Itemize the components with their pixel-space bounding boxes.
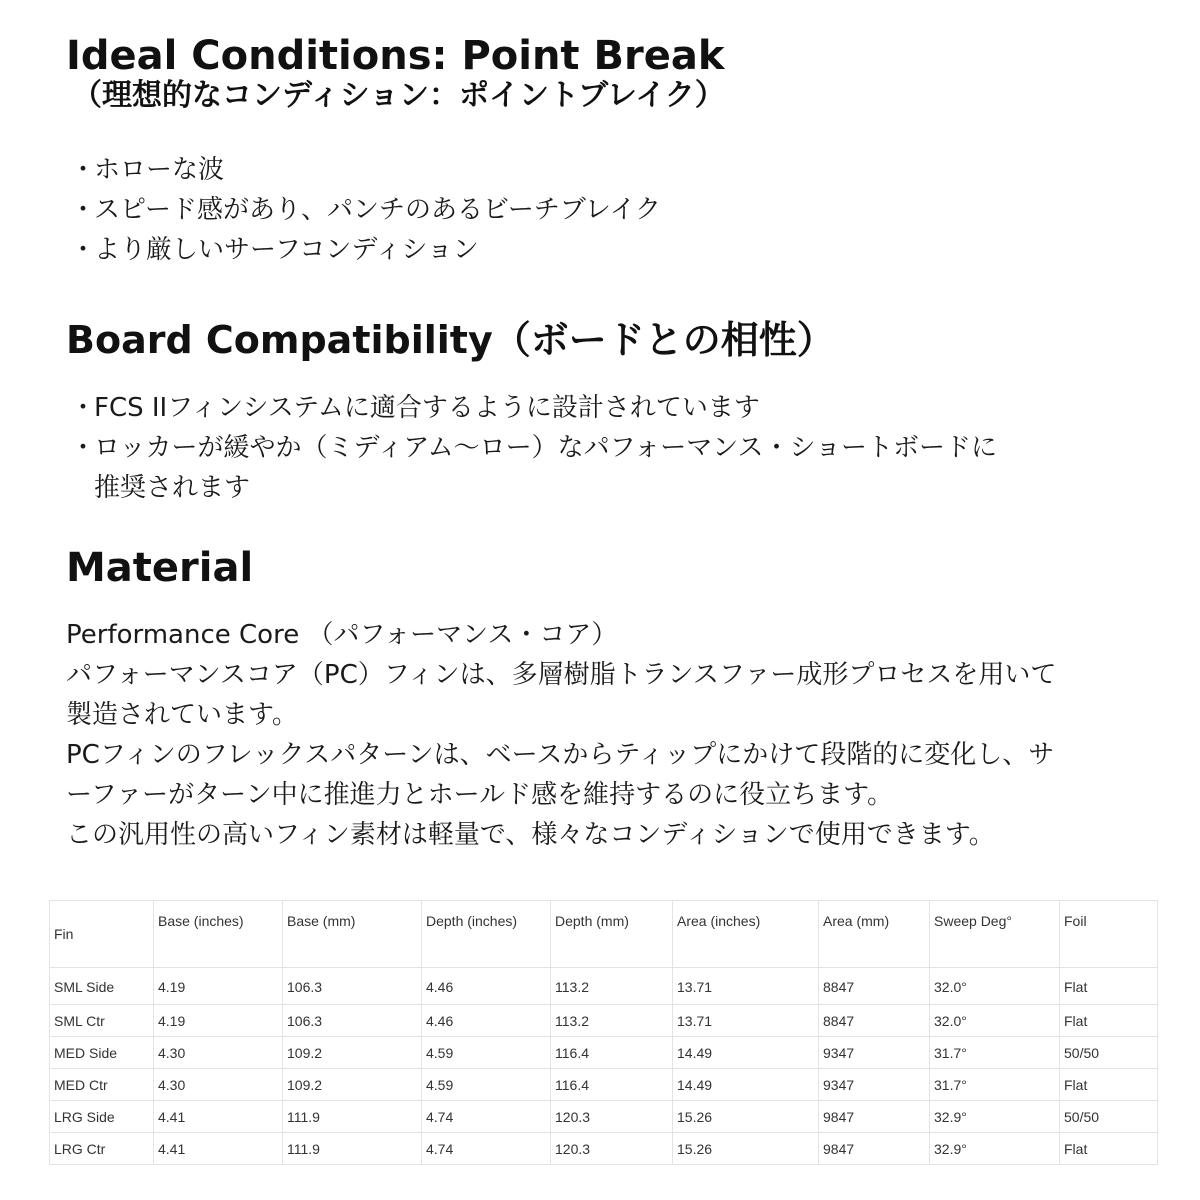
column-header: Base (inches) [154,901,283,968]
table-cell: 9847 [819,1101,930,1133]
table-cell: Flat [1060,1005,1158,1037]
column-header: Fin [50,901,154,968]
table-row [50,1069,1158,1101]
table-cell: 4.74 [422,1101,551,1133]
table-cell: 4.19 [154,968,283,1005]
table-cell: 14.49 [673,1037,819,1069]
table-cell: 13.71 [673,968,819,1005]
table-cell: 113.2 [551,1005,673,1037]
table-cell: 4.30 [154,1037,283,1069]
table-cell: 4.41 [154,1133,283,1165]
table-cell: 106.3 [283,1005,422,1037]
material-line: ーファーがターン中に推進力とホールド感を維持するのに役立ちます。 [66,780,894,810]
table-cell: 120.3 [551,1133,673,1165]
table-cell: 111.9 [283,1133,422,1165]
ideal-conditions-list [70,150,661,270]
table-cell: 32.0° [930,1005,1060,1037]
table-cell: 4.41 [154,1101,283,1133]
material-description [66,615,1056,855]
material-line: 製造されています。 [66,700,298,730]
ideal-conditions-heading: Ideal Conditions: Point Break [66,33,725,79]
table-cell: 4.59 [422,1069,551,1101]
bullet-mark: ・ [70,393,97,423]
table-cell: 31.7° [930,1037,1060,1069]
list-item [70,388,997,428]
table-cell: 4.19 [154,1005,283,1037]
list-item-text: より厳しいサーフコンディション [94,235,479,265]
table-cell: Flat [1060,1133,1158,1165]
bullet-mark: ・ [70,433,97,463]
material-heading: Material [66,545,254,591]
table-cell: 116.4 [551,1069,673,1101]
table-cell: 8847 [819,968,930,1005]
table-cell: 4.30 [154,1069,283,1101]
list-item [70,190,661,230]
table-cell: 9847 [819,1133,930,1165]
table-cell: 113.2 [551,968,673,1005]
table-cell: SML Side [50,968,154,1005]
table-cell: 109.2 [283,1069,422,1101]
list-item-text: 推奨されます [94,473,251,503]
material-line: この汎用性の高いフィン素材は軽量で、様々なコンディションで使用できます。 [66,820,995,850]
list-item-text: ロッカーが緩やか（ミディアム～ロー）なパフォーマンス・ショートボードに [94,433,997,463]
column-header: Sweep Deg° [930,901,1060,968]
table-cell: 31.7° [930,1069,1060,1101]
column-header: Depth (mm) [551,901,673,968]
table-row [50,968,1158,1005]
table-cell: 32.0° [930,968,1060,1005]
material-line: パフォーマンスコア（PC）フィンは、多層樹脂トランスファー成形プロセスを用いて [66,660,1057,690]
table-cell: 32.9° [930,1133,1060,1165]
ideal-conditions-subheading: （理想的なコンディション：ポイントブレイク） [72,78,725,113]
table-cell: 9347 [819,1037,930,1069]
table-cell: 32.9° [930,1101,1060,1133]
list-item [70,428,997,468]
list-item-text: FCS IIフィンシステムに適合するように設計されています [94,393,760,423]
table-cell: MED Ctr [50,1069,154,1101]
bullet-mark: ・ [70,155,97,185]
table-cell: 14.49 [673,1069,819,1101]
table-cell: 116.4 [551,1037,673,1069]
table-cell: Flat [1060,1069,1158,1101]
table-cell: 4.46 [422,968,551,1005]
table-cell: 15.26 [673,1133,819,1165]
table-cell: 8847 [819,1005,930,1037]
table-cell: LRG Side [50,1101,154,1133]
column-header: Depth (inches) [422,901,551,968]
table-cell: 4.59 [422,1037,551,1069]
bullet-mark: ・ [70,195,97,225]
table-cell: 4.46 [422,1005,551,1037]
table-cell: 120.3 [551,1101,673,1133]
list-item-continuation [70,468,997,508]
board-compatibility-heading: Board Compatibility（ボードとの相性） [66,318,835,362]
column-header: Foil [1060,901,1158,968]
table-cell: 50/50 [1060,1037,1158,1069]
table-cell: 15.26 [673,1101,819,1133]
table-cell: 111.9 [283,1101,422,1133]
table-cell: 9347 [819,1069,930,1101]
table-row [50,1005,1158,1037]
table-cell: 50/50 [1060,1101,1158,1133]
table-row [50,1101,1158,1133]
column-header: Area (mm) [819,901,930,968]
table-row [50,1133,1158,1165]
material-line: Performance Core （パフォーマンス・コア） [66,620,618,650]
material-line: PCフィンのフレックスパターンは、ベースからティップにかけて段階的に変化し、サ [66,740,1055,770]
board-compatibility-list [70,388,997,508]
table-cell: LRG Ctr [50,1133,154,1165]
column-header: Base (mm) [283,901,422,968]
column-header: Area (inches) [673,901,819,968]
table-cell: SML Ctr [50,1005,154,1037]
fin-spec-table [49,900,1158,1165]
list-item [70,230,661,270]
list-item [70,150,661,190]
table-header-row [50,901,1158,968]
table-cell: MED Side [50,1037,154,1069]
table-cell: 13.71 [673,1005,819,1037]
table-cell: Flat [1060,968,1158,1005]
list-item-text: スピード感があり、パンチのあるビーチブレイク [94,195,662,225]
table-row [50,1037,1158,1069]
table-cell: 4.74 [422,1133,551,1165]
list-item-text: ホローな波 [94,155,225,185]
bullet-mark: ・ [70,235,97,265]
table-cell: 109.2 [283,1037,422,1069]
table-cell: 106.3 [283,968,422,1005]
